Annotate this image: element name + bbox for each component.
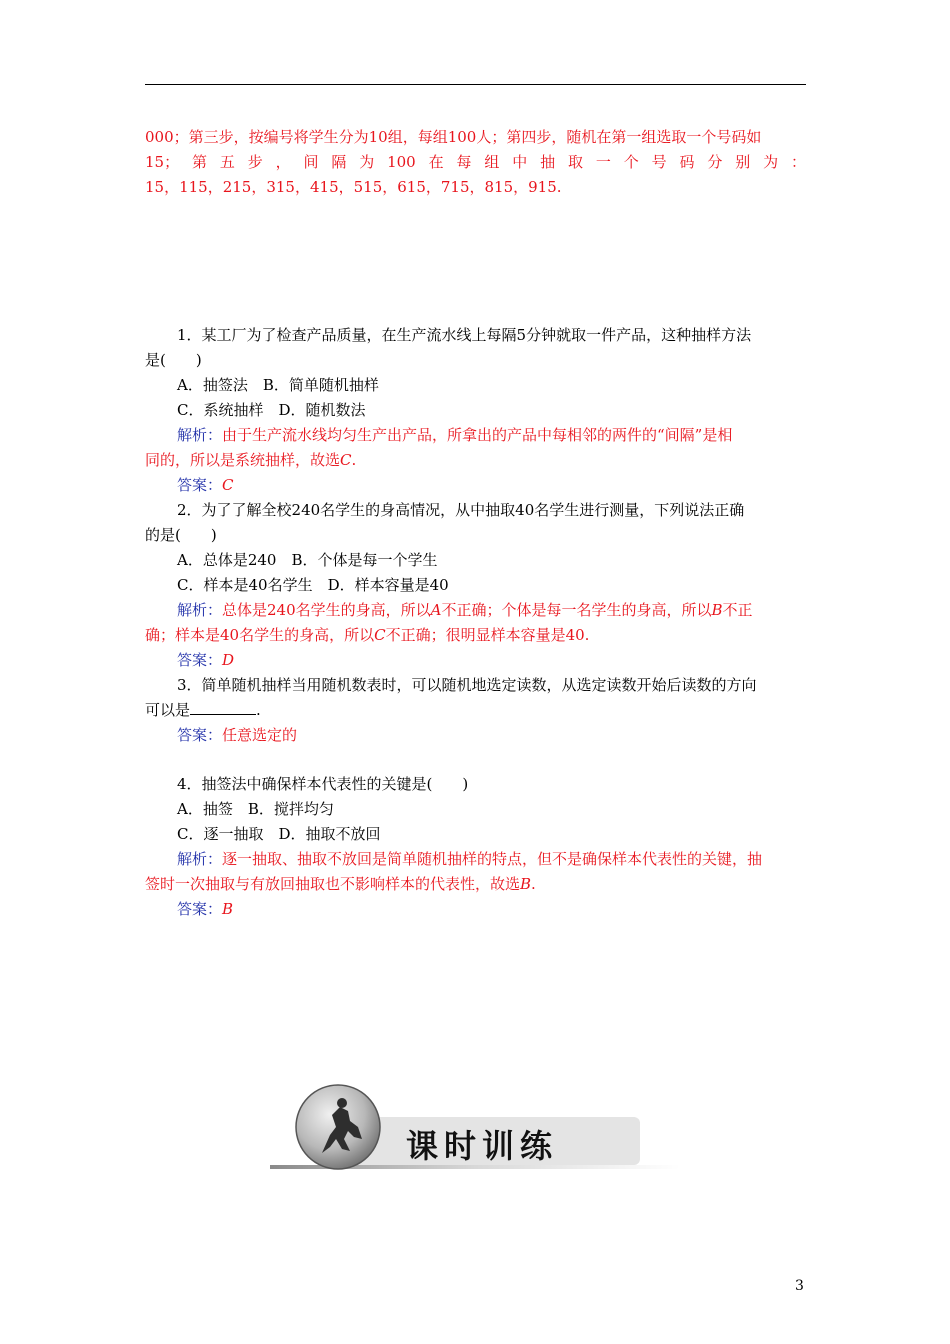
answer-label: 答案： xyxy=(177,476,223,494)
q2-stem-line-1: 2．为了了解全校240名学生的身高情况，从中抽取40名学生进行测量，下列说法正确 xyxy=(177,501,745,519)
q1-analysis-line-1 xyxy=(177,424,806,446)
q2-analysis-line-1 xyxy=(177,599,806,621)
continuation-line-1: 000；第三步，按编号将学生分为10组，每组100人；第四步，随机在第一组选取一个号码如 xyxy=(145,128,762,146)
q3-stem-line-2 xyxy=(145,699,806,721)
analysis-text: 不正确；很明显样本容量是40. xyxy=(385,626,590,644)
q2-analysis-line-2 xyxy=(145,624,806,646)
analysis-text: 总体是240名学生的身高，所以 xyxy=(222,601,431,619)
q3-stem-end: . xyxy=(256,701,261,719)
fill-blank xyxy=(190,701,256,715)
answer-value: B xyxy=(222,900,234,918)
answer-value: C xyxy=(222,476,234,494)
analysis-variable: A xyxy=(430,601,442,619)
q2-answer xyxy=(177,649,806,671)
q2-options-cd: C．样本是40名学生 D．样本容量是40 xyxy=(177,576,449,594)
analysis-text: 同的，所以是系统抽样，故选 xyxy=(145,451,341,469)
analysis-variable: C xyxy=(340,451,352,469)
continuation-line-3: 15，115，215，315，415，515，615，715，815，915. xyxy=(145,178,562,196)
q1-options-cd: C．系统抽样 D．随机数法 xyxy=(177,401,366,419)
analysis-text: 确；样本是40名学生的身高，所以 xyxy=(145,626,375,644)
q2-options-ab: A．总体是240 B．个体是每一个学生 xyxy=(177,551,438,569)
page-number: 3 xyxy=(795,1278,804,1294)
q4-analysis-line-2 xyxy=(145,873,806,895)
climber-head-icon xyxy=(337,1098,347,1108)
analysis-text: 逐一抽取、抽取不放回是简单随机抽样的特点，但不是确保样本代表性的关键，抽 xyxy=(222,850,763,868)
analysis-text: . xyxy=(351,451,357,469)
analysis-text: 由于生产流水线均匀生产出产品，所拿出的产品中每相邻的两件的“间隔”是相 xyxy=(222,426,733,444)
q4-stem-line-1: 4．抽签法中确保样本代表性的关键是( ) xyxy=(177,775,469,793)
analysis-label: 解析： xyxy=(177,426,223,444)
q4-answer xyxy=(177,898,806,920)
continuation-line-2: 15；第五步，间隔为100在每组中抽取一个号码分别为： xyxy=(145,153,806,171)
q1-answer xyxy=(177,474,806,496)
analysis-text: 签时一次抽取与有放回抽取也不影响样本的代表性，故选 xyxy=(145,875,521,893)
q4-analysis-line-1 xyxy=(177,848,806,870)
answer-label: 答案： xyxy=(177,726,223,744)
analysis-text: . xyxy=(531,875,536,893)
analysis-label: 解析： xyxy=(177,850,223,868)
analysis-label: 解析： xyxy=(177,601,223,619)
q3-stem-text: 可以是 xyxy=(145,701,191,719)
analysis-text: 不正 xyxy=(722,601,753,619)
q1-stem-line-1: 1．某工厂为了检查产品质量，在生产流水线上每隔5分钟就取一件产品，这种抽样方法 xyxy=(177,326,752,344)
answer-value: 任意选定的 xyxy=(222,726,298,744)
section-banner xyxy=(270,1077,680,1172)
q2-stem-line-2: 的是( ) xyxy=(145,526,217,544)
answer-value: D xyxy=(222,651,235,669)
q1-stem-line-2: 是( ) xyxy=(145,351,202,369)
analysis-variable: C xyxy=(374,626,386,644)
analysis-text: 不正确；个体是每一名学生的身高，所以 xyxy=(441,601,712,619)
analysis-variable: B xyxy=(711,601,723,619)
q1-options-ab: A．抽签法 B．简单随机抽样 xyxy=(177,376,379,394)
q4-options-cd: C．逐一抽取 D．抽取不放回 xyxy=(177,825,381,843)
q4-options-ab: A．抽签 B．搅拌均匀 xyxy=(177,800,334,818)
q3-stem-line-1: 3．简单随机抽样当用随机数表时，可以随机地选定读数，从选定读数开始后读数的方向 xyxy=(177,676,757,694)
q1-analysis-line-2 xyxy=(145,449,806,471)
q3-answer xyxy=(177,724,806,746)
banner-title: 课时训练 xyxy=(406,1127,559,1165)
analysis-variable: B xyxy=(520,875,532,893)
answer-label: 答案： xyxy=(177,900,223,918)
header-rule xyxy=(145,84,806,85)
answer-label: 答案： xyxy=(177,651,223,669)
